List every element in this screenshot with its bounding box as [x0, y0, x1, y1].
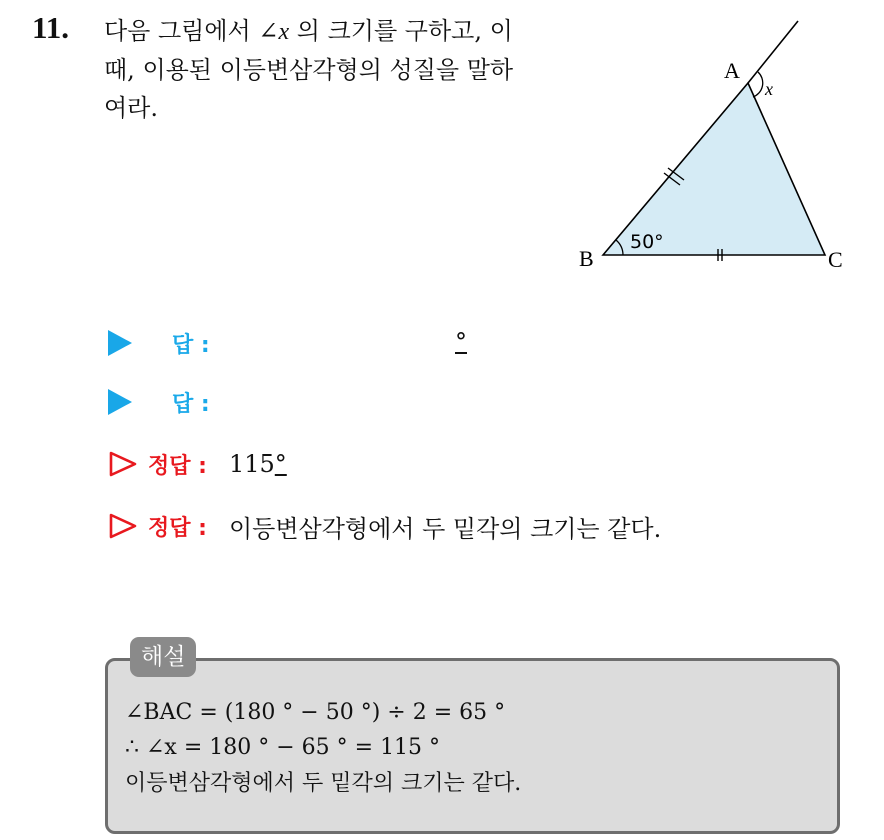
- open-triangle-icon: [108, 512, 138, 540]
- question-line-1: [104, 12, 554, 51]
- solution-line-1: ∠BAC = (180 ° − 50 °) ÷ 2 = 65 °: [125, 700, 506, 725]
- correct-answer-row-2: [108, 508, 661, 544]
- play-marker-icon: [108, 389, 132, 415]
- question-text: [104, 12, 554, 127]
- solution-line-2: ∴ ∠x = 180 ° − 65 ° = 115 °: [125, 735, 441, 760]
- correct-answer-number: 115: [228, 450, 275, 478]
- correct-answer-text: 이등변삼각형에서 두 밑각의 크기는 같다.: [228, 514, 662, 543]
- correct-answer-label: 정답 :: [148, 515, 207, 541]
- label-angle-b: 50°: [630, 231, 664, 253]
- triangle-diagram: [560, 15, 860, 285]
- question-text-before: 다음 그림에서: [104, 17, 251, 45]
- label-b: B: [579, 246, 594, 271]
- correct-answer-unit: °: [274, 450, 287, 478]
- open-triangle-icon: [108, 450, 138, 478]
- correct-answer-value: [229, 450, 287, 478]
- question-line-3: 여라.: [104, 94, 158, 122]
- play-marker-icon: [108, 330, 132, 356]
- question-number: 11.: [32, 10, 70, 45]
- question-line-2: 때, 이용된 이등변삼각형의 성질을 말하: [104, 56, 514, 84]
- label-x: x: [765, 79, 773, 99]
- answer-label: 답 :: [172, 332, 210, 358]
- answer-row-1: [108, 325, 210, 361]
- extension-line: [748, 21, 798, 83]
- correct-answer-label: 정답 :: [148, 453, 207, 479]
- angle-x-symbol: ∠x: [258, 19, 290, 45]
- answer-label: 답 :: [172, 391, 210, 417]
- answer-blank-unit: °: [455, 328, 467, 356]
- answer-row-2: [108, 384, 210, 420]
- correct-answer-row-1: [108, 446, 287, 482]
- label-c: C: [828, 247, 843, 272]
- triangle-fill: [603, 83, 825, 255]
- label-a: A: [724, 58, 740, 83]
- solution-line-3: 이등변삼각형에서 두 밑각의 크기는 같다.: [125, 771, 522, 796]
- solution-title: 해설: [130, 637, 196, 677]
- question-text-after: 의 크기를 구하고, 이: [296, 17, 513, 45]
